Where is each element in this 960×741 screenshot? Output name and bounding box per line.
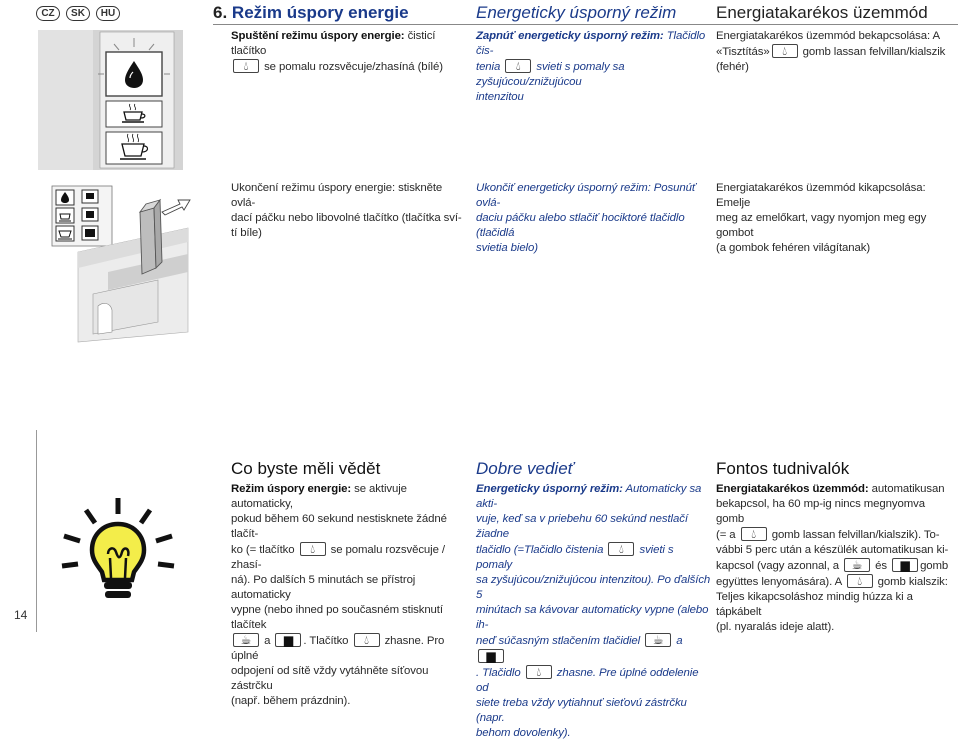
large-cup-icon: ▆ — [892, 558, 918, 572]
tips-title-cz: Co byste měli vědět — [231, 459, 381, 478]
tips-text-sk: Energeticky úsporný režim: Automaticky sa akti- vuje, keď sa v priebehu 60 sekúnd nestlačí žiadne tlačidlo (=Tlačidlo čistenia 💧︎ svieti s pomaly sa zyšujúcou/znižujúcou intenzitou). Po ďalších 5 minútach sa kávovar automaticky vypne (alebo ih- neď súčasným stlačením tlačidiel ☕︎ a ▆ . Tlačidlo 💧︎ zhasne. Pre úplné oddelenie od siete treba vždy vytiahnuť sieťovú zástrčku (napr. behom dovolenky). — [476, 483, 711, 739]
tips-title-sk: Dobre vedieť — [476, 459, 574, 478]
lang-badge-hu: HU — [96, 6, 120, 21]
lang-badge-sk: SK — [66, 6, 90, 21]
lang-badge-cz: CZ — [36, 6, 60, 21]
cleaning-button-icon: 💧︎ — [526, 665, 552, 679]
cleaning-button-icon: 💧︎ — [608, 542, 634, 556]
tips-title-hu: Fontos tudnivalók — [716, 459, 850, 478]
section2-text-hu: Energiatakarékos üzemmód kikapcsolása: Emelje meg az emelőkart, vagy nyomjon meg egy gombot (a gombok fehéren világítanak) — [716, 182, 927, 254]
page-number: 14 — [14, 608, 28, 622]
margin-rule — [36, 430, 37, 632]
large-cup-icon: ▆ — [275, 633, 301, 647]
cleaning-button-icon: 💧︎ — [300, 542, 326, 556]
lightbulb-icon — [58, 494, 178, 606]
cleaning-button-icon: 💧︎ — [772, 44, 798, 58]
small-cup-icon: ☕︎ — [645, 633, 671, 647]
control-panel-figure — [38, 30, 183, 170]
tips-text-hu: Energiatakarékos üzemmód: automatikusan bekapcsol, ha 60 mp-ig nincs megnyomva gomb (= a 💧︎ gomb lassan felvillan/kialszik). To- vábbi 5 perc után a készülék automatikusan ki- kapcsol (vagy azonnal, a ☕︎ és ▆ gomb együttes lenyomására). A 💧︎ gomb kialszik: Teljes kikapcsoláshoz mindig húzza ki a tápkábelt (pl. nyaralás ideje alatt). — [716, 483, 949, 633]
machine-lever-figure — [38, 182, 198, 342]
section-title-cz: 6. Režim úspory energie — [213, 3, 409, 22]
section1-text-hu: Energiatakarékos üzemmód bekapcsolása: A «Tisztítás» 💧︎ gomb lassan felvillan/kialszik (fehér) — [716, 30, 946, 73]
cleaning-button-icon: 💧︎ — [741, 527, 767, 541]
tips-text-cz: Režim úspory energie: se aktivuje automaticky, pokud během 60 sekund nestisknete žádné tlačít- ko (= tlačítko 💧︎ se pomalu rozsvěcuje / zhasí- ná). Po dalších 5 minutách se přístroj automaticky vypne (nebo ihned po současném stisknutí tlačítek ☕︎ a ▆ . Tlačítko 💧︎ zhasne. Pro úplné odpojení od sítě vždy vytáhněte síťovou zástrčku (např. během prázdnin). — [231, 483, 447, 707]
section1-text-sk: Zapnúť energeticky úsporný režim: Tlačidlo čis- tenia 💧︎ svieti s pomaly sa zyšujúcou/znižujúcou intenzitou — [476, 30, 706, 103]
cleaning-button-icon: 💧︎ — [354, 633, 380, 647]
small-cup-icon: ☕︎ — [844, 558, 870, 572]
large-cup-icon: ▆ — [478, 649, 504, 663]
cleaning-button-icon: 💧︎ — [505, 59, 531, 73]
cleaning-button-icon: 💧︎ — [847, 574, 873, 588]
section2-text-cz: Ukončení režimu úspory energie: stiskněte ovlá- dací páčku nebo libovolné tlačítko (tlačítka sví- tí bíle) — [231, 182, 462, 239]
section-title-sk: Energeticky úsporný režim — [476, 3, 677, 22]
section2-text-sk: Ukončiť energeticky úsporný režim: Posunúť ovlá- daciu páčku alebo stlačiť hociktoré tlačidlo (tlačidlá svietia bielo) — [476, 182, 696, 254]
section1-text-cz: Spuštění režimu úspory energie: čisticí tlačítko 💧︎ se pomalu rozsvěcuje/zhasíná (bílé) — [231, 30, 443, 73]
header-rule — [213, 24, 958, 25]
cleaning-button-icon: 💧︎ — [233, 59, 259, 73]
section-title-hu: Energiatakarékos üzemmód — [716, 3, 928, 22]
small-cup-icon: ☕︎ — [233, 633, 259, 647]
